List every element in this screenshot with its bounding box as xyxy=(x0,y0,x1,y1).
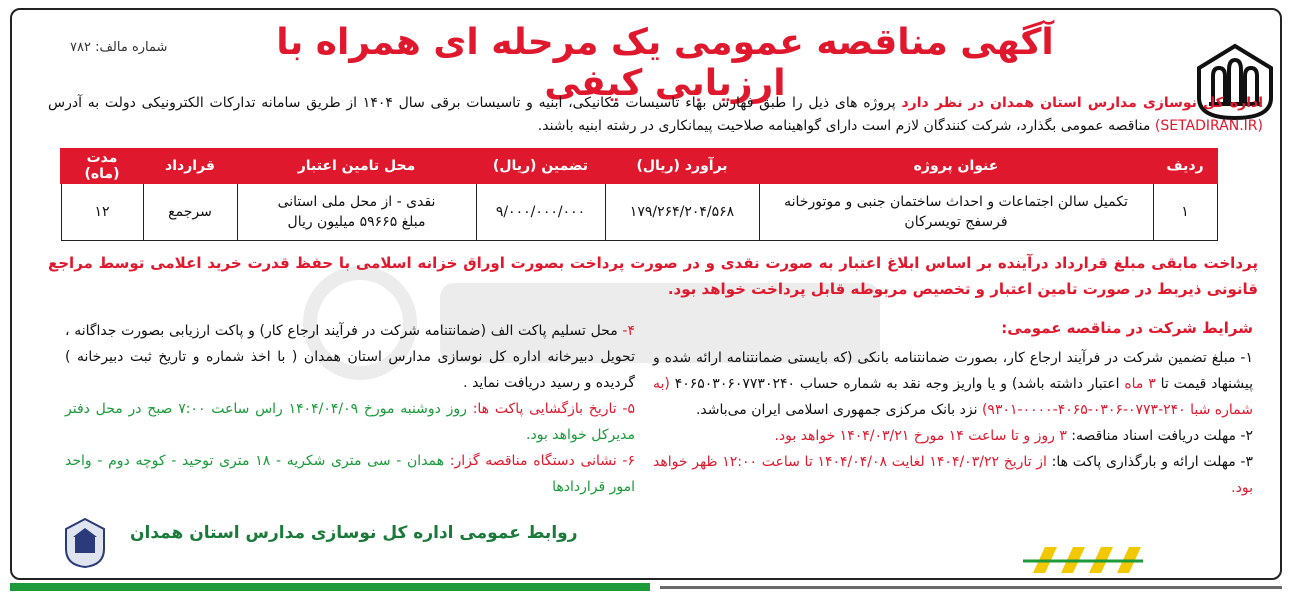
condition-1-text-a: ۱- مبلغ تضمین شرکت در فرآیند ارجاع کار، بصورت ضمانتنامه بانکی (که بایستی ضمانتنامه ارائه شده و پیشنهاد قیمت تا xyxy=(653,350,1253,392)
public-relations-signature: روابط عمومی اداره کل نوسازی مدارس استان همدان xyxy=(130,523,578,543)
condition-item-6 xyxy=(65,448,635,500)
project-line-1: تکمیل سالن اجتماعات و احداث ساختمان جنبی و موتورخانه xyxy=(784,194,1128,210)
payment-warning: پرداخت مابقی مبلغ قرارداد درآینده بر اساس ابلاغ اعتبار به صورت نقدی و در صورت پرداخت بصورت اوراق خزانه اسلامی با حفظ قدرت خرید اعلامی توسط مراجع قانونی ذیربط در صورت تامین اعتبار و تخصیص مربوطه قابل پرداخت خواهد بود. xyxy=(48,254,1258,298)
condition-item-1 xyxy=(653,345,1253,423)
condition-2-label: ۲- مهلت دریافت اسناد مناقصه: xyxy=(1066,428,1253,444)
condition-2-value: ۳ روز و تا ساعت ۱۴ مورخ ۱۴۰۴/۰۳/۲۱ خواهد بود. xyxy=(774,428,1067,444)
setad-link[interactable]: (SETADIRAN.IR) xyxy=(1154,118,1263,134)
funding-line-1: نقدی - از محل ملی استانی xyxy=(277,194,436,210)
condition-item-3 xyxy=(653,449,1253,501)
condition-4-label: ۴- xyxy=(617,323,635,339)
condition-1-validity: ۳ ماه xyxy=(1124,376,1156,392)
emblem-icon xyxy=(60,515,110,570)
cell-estimate: ۱۷۹/۲۶۴/۲۰۴/۵۶۸ xyxy=(605,183,759,241)
decorative-stripes-icon xyxy=(1023,545,1143,575)
condition-3-label: ۳- مهلت ارائه و بارگذاری پاکت ها: xyxy=(1046,454,1253,470)
condition-item-5 xyxy=(65,396,635,448)
conditions-right-column xyxy=(653,345,1253,501)
condition-6-value: همدان - سی متری شکریه - ۱۸ متری توحید - کوچه دوم - واحد امور قراردادها xyxy=(65,453,635,495)
condition-1-sheba: (به شماره شبا ۲۴۰-۰۷۷۳-۰۳۰۶-۴۰۶۵-۰۰۰۰-۹۳۰۱) xyxy=(653,376,1253,418)
condition-1-text-c: نزد بانک مرکزی جمهوری اسلامی ایران می‌باشد. xyxy=(695,402,982,418)
cell-project-title xyxy=(759,183,1153,241)
project-line-2: فرسفج تویسرکان xyxy=(904,214,1008,230)
table-row xyxy=(61,183,1217,241)
header-estimate: برآورد (ریال) xyxy=(605,149,759,183)
header-duration: مدت (ماه) xyxy=(61,149,143,183)
header-funding: محل تامین اعتبار xyxy=(237,149,476,183)
cell-guarantee: ۹/۰۰۰/۰۰۰/۰۰۰ xyxy=(476,183,605,241)
cell-funding xyxy=(237,183,476,241)
condition-3-value: از تاریخ ۱۴۰۴/۰۳/۲۲ لغایت ۱۴۰۴/۰۴/۰۸ تا ساعت ۱۲:۰۰ ظهر خواهد بود. xyxy=(653,454,1253,496)
cell-row-number: ۱ xyxy=(1153,183,1217,241)
condition-1-text-b: اعتبار داشته باشد) و یا واریز وجه نقد به شماره حساب ۴۰۶۵۰۳۰۶۰۷۷۳۰۲۴۰ xyxy=(669,376,1125,392)
cell-contract: سرجمع xyxy=(143,183,237,241)
condition-5-value: روز دوشنبه مورخ ۱۴۰۴/۰۴/۰۹ راس ساعت ۷:۰۰ صبح در محل دفتر مدیرکل خواهد بود. xyxy=(65,401,635,443)
intro-paragraph xyxy=(48,92,1263,138)
intro-text-2: مناقصه عمومی بگذارد، شرکت کنندگان لازم است دارای گواهینامه صلاحیت پیمانکاری در رشته ابنیه باشند. xyxy=(537,118,1155,134)
notice-title: آگهی مناقصه عمومی یک مرحله ای همراه با ارزیابی کیفی xyxy=(276,22,1054,104)
condition-6-label: ۶- نشانی دستگاه مناقصه گزار: xyxy=(444,453,635,469)
projects-table xyxy=(60,148,1218,241)
conditions-title: شرایط شرکت در مناقصه عمومی: xyxy=(1001,319,1253,337)
bottom-bar xyxy=(10,583,1282,591)
condition-item-2 xyxy=(653,423,1253,449)
funding-line-2: مبلغ ۵۹۶۶۵ میلیون ریال xyxy=(287,214,426,230)
header-row-number: ردیف xyxy=(1153,149,1217,183)
condition-4-value: محل تسلیم پاکت الف (ضمانتنامه شرکت در فرآیند ارجاع کار) و پاکت ارزیابی بصورت جداگانه ، تحویل دبیرخانه اداره کل نوسازی مدارس استان همدان ( با اخذ شماره و تاریخ ثبت دبیرخانه ) گردیده و رسید دریافت نماید . xyxy=(65,323,635,391)
cell-duration: ۱۲ xyxy=(61,183,143,241)
header-project-title: عنوان پروژه xyxy=(759,149,1153,183)
condition-5-label: ۵- تاریخ بازگشایی پاکت ها: xyxy=(466,401,636,417)
header-contract: قرارداد xyxy=(143,149,237,183)
conditions-left-column xyxy=(65,318,635,500)
intro-agency: اداره کل نوسازی مدارس استان همدان در نظر دارد xyxy=(901,95,1263,111)
table-header-row xyxy=(61,149,1217,183)
ad-number: شماره مالف: ۷۸۲ xyxy=(70,40,168,55)
condition-item-4 xyxy=(65,318,635,396)
intro-text-1: پروژه های ذیل را طبق فهارس بهاء تاسیسات مکانیکی، ابنیه و تاسیسات برقی سال ۱۴۰۴ از طریق سامانه تدارکات الکترونیکی دولت به آدرس xyxy=(48,95,902,111)
header-guarantee: تضمین (ریال) xyxy=(476,149,605,183)
